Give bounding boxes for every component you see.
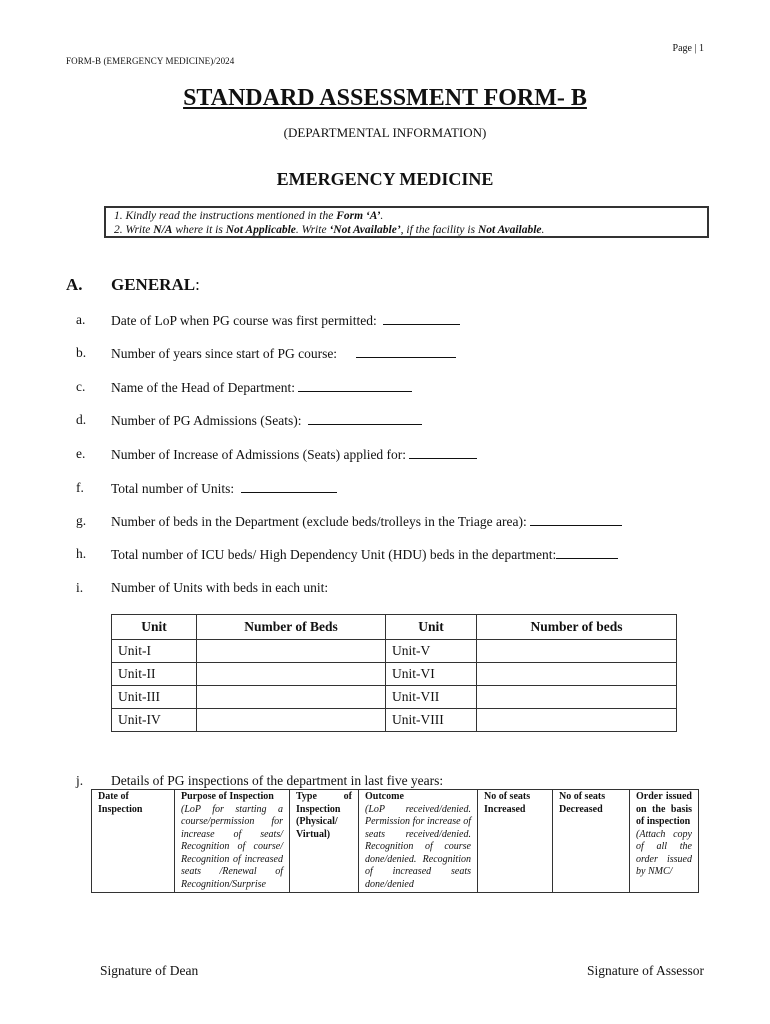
unit-cell: Unit-II [112, 663, 197, 686]
unit-cell: Unit-I [112, 640, 197, 663]
column-header: Number of Beds [197, 615, 386, 640]
item-pg-admissions: Number of PG Admissions (Seats): [111, 412, 422, 429]
head-of-department-field[interactable] [298, 379, 412, 392]
outcome-header: Outcome (LoP received/denied. Permission for increase of seats received/denied. Recognition of course done/denied. Recognition of increased seats done/denied [359, 790, 478, 893]
seats-decreased-header: No of seats Decreased [553, 790, 630, 893]
item-lop-date: Date of LoP when PG course was first permitted: [111, 312, 460, 329]
section-letter: A. [66, 275, 83, 294]
assessor-signature-label: Signature of Assessor [587, 963, 704, 978]
table-row [112, 709, 677, 732]
table-header-row [92, 790, 699, 893]
section-title: GENERAL: [111, 275, 200, 294]
date-of-inspection-header: Date of Inspection [92, 790, 175, 893]
item-total-units: Total number of Units: [111, 480, 337, 497]
department-title: EMERGENCY MEDICINE [276, 169, 494, 189]
beds-cell[interactable] [197, 686, 386, 709]
item-icu-beds: Total number of ICU beds/ High Dependency Unit (HDU) beds in the department: [111, 546, 618, 563]
page-number: Page | 1 [672, 43, 704, 54]
item-letter: i. [76, 580, 84, 595]
years-since-start-field[interactable] [356, 345, 456, 358]
lop-date-field[interactable] [383, 312, 460, 325]
unit-cell: Unit-VIII [386, 709, 477, 732]
unit-cell: Unit-VII [386, 686, 477, 709]
instructions-box [104, 206, 709, 238]
beds-cell[interactable] [197, 709, 386, 732]
total-units-field[interactable] [241, 480, 337, 493]
dean-signature-label: Signature of Dean [100, 963, 199, 978]
column-header: Unit [386, 615, 477, 640]
item-letter: a. [76, 312, 86, 327]
table-header-row [112, 615, 677, 640]
beds-cell[interactable] [477, 709, 677, 732]
item-units-with-beds: Number of Units with beds in each unit: [111, 580, 329, 595]
beds-cell[interactable] [197, 640, 386, 663]
table-row [112, 663, 677, 686]
column-header: Number of beds [477, 615, 677, 640]
beds-cell[interactable] [197, 663, 386, 686]
item-letter: b. [76, 345, 87, 360]
inspection-details-table [91, 789, 699, 893]
unit-cell: Unit-V [386, 640, 477, 663]
beds-cell[interactable] [477, 686, 677, 709]
department-beds-field[interactable] [530, 513, 622, 526]
units-beds-table [111, 614, 677, 732]
table-row [112, 686, 677, 709]
item-letter: d. [76, 412, 87, 427]
item-letter: g. [76, 513, 87, 528]
icu-beds-field[interactable] [556, 546, 618, 559]
table-row [112, 640, 677, 663]
unit-cell: Unit-VI [386, 663, 477, 686]
column-header: Unit [112, 615, 197, 640]
item-letter: c. [76, 379, 86, 394]
type-of-inspection-header: Type of Inspection (Physical/ Virtual) [290, 790, 359, 893]
item-increase-admissions: Number of Increase of Admissions (Seats) applied for: [111, 446, 477, 463]
item-letter: f. [76, 480, 84, 495]
order-issued-header: Order issued on the basis of inspection (Attach copy of all the order issued by NMC/ [630, 790, 699, 893]
purpose-of-inspection-header: Purpose of Inspection (LoP for starting a course/permission for increase of seats/ Recognition of course/ Recognition of increased seats /Renewal of Recognition/Surprise [175, 790, 290, 893]
form-subtitle: (DEPARTMENTAL INFORMATION) [283, 125, 487, 140]
seats-increased-header: No of seats Increased [478, 790, 553, 893]
beds-cell[interactable] [477, 640, 677, 663]
form-title: STANDARD ASSESSMENT FORM- B [183, 85, 587, 111]
instruction-2: 2. Write N/A where it is Not Applicable. Write ‘Not Available’, if the facility is Not Available. [114, 224, 545, 236]
item-department-beds: Number of beds in the Department (exclude beds/trolleys in the Triage area): [111, 513, 622, 530]
pg-admissions-field[interactable] [308, 412, 422, 425]
instruction-1: 1. Kindly read the instructions mentioned in the Form ‘A’. [114, 210, 384, 222]
item-pg-inspections: Details of PG inspections of the department in last five years: [111, 773, 444, 788]
form-code: FORM-B (EMERGENCY MEDICINE)/2024 [66, 56, 235, 66]
increase-admissions-field[interactable] [409, 446, 477, 459]
unit-cell: Unit-IV [112, 709, 197, 732]
beds-cell[interactable] [477, 663, 677, 686]
unit-cell: Unit-III [112, 686, 197, 709]
item-letter: h. [76, 546, 87, 561]
item-letter: e. [76, 446, 86, 461]
item-head-of-department: Name of the Head of Department: [111, 379, 412, 396]
item-years-since-start: Number of years since start of PG course: [111, 345, 456, 362]
item-letter: j. [76, 773, 84, 788]
